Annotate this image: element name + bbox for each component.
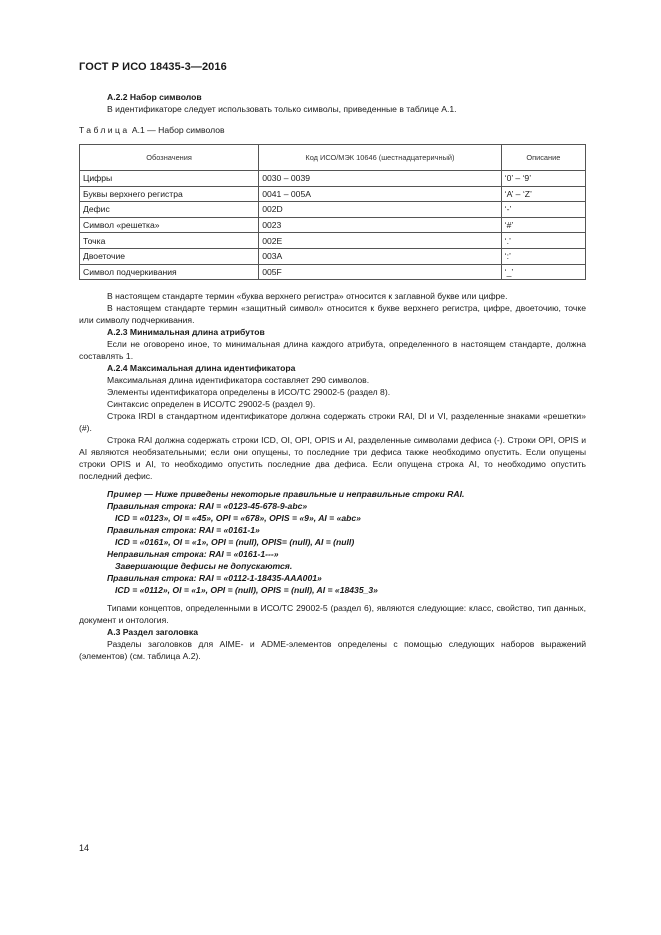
table-cell: Символ «решетка»	[80, 217, 259, 233]
table-caption-label: Таблица	[79, 125, 130, 135]
example-label: Пример	[107, 489, 142, 500]
table-row	[80, 186, 586, 202]
table-cell: ‘#’	[501, 217, 585, 233]
section-a24-title: А.2.4 Максимальная длина идентификатора	[107, 363, 296, 374]
table-header-cell: Код ИСО/МЭК 10646 (шестнадцатеричный)	[259, 145, 501, 171]
example-line: Завершающие дефисы не допускаются.	[115, 561, 293, 572]
example-block	[79, 488, 586, 596]
table-header-cell: Обозначения	[80, 145, 259, 171]
table-cell: ‘.’	[501, 233, 585, 249]
example-line: ICD = «0123», OI = «45», OPI = «678», OPIS = «9», AI = «abc»	[115, 513, 361, 524]
example-line: ICD = «0161», OI = «1», OPI = (null), OPIS= (null), AI = (null)	[115, 537, 355, 548]
paragraph: В настоящем стандарте термин «защитный символ» относится к букве верхнего регистра, цифре, двоеточию, точке или символу подчеркивания.	[79, 303, 586, 326]
paragraph: Строка IRDI в стандартном идентификаторе должна содержать строки RAI, DI и VI, разделенные знаками «решетки» (#).	[79, 411, 586, 434]
section-a23-text: Если не оговорено иное, то минимальная длина каждого атрибута, определенного в настоящем стандарте, должна составлять 1.	[79, 339, 586, 362]
section-a22-title: А.2.2 Набор символов	[107, 92, 202, 102]
table-cell: ‘A’ – ‘Z’	[501, 186, 585, 202]
example-line: Правильная строка: RAI = «0123-45-678-9-abc»	[107, 501, 308, 512]
paragraph: В настоящем стандарте термин «буква верхнего регистра» относится к заглавной букве или цифре.	[107, 291, 508, 302]
table-cell: Цифры	[80, 171, 259, 187]
table-row	[80, 171, 586, 187]
table-row	[80, 248, 586, 264]
table-cell: Точка	[80, 233, 259, 249]
table-cell: 0030 – 0039	[259, 171, 501, 187]
table-header-row	[80, 145, 586, 171]
document-header: ГОСТ Р ИСО 18435-3—2016	[79, 61, 227, 73]
example-line: Правильная строка: RAI = «0161-1»	[107, 525, 260, 536]
table-header-cell: Описание	[501, 145, 585, 171]
table-cell: 003A	[259, 248, 501, 264]
section-a3-title: А.3 Раздел заголовка	[107, 627, 199, 638]
table-cell: Буквы верхнего регистра	[80, 186, 259, 202]
section-a22-text: В идентификаторе следует использовать только символы, приведенные в таблице А.1.	[107, 104, 457, 114]
paragraph: Элементы идентификатора определены в ИСО/ТС 29002-5 (раздел 8).	[107, 387, 391, 398]
example-lead	[79, 488, 586, 500]
example-line: ICD = «0112», OI = «1», OPI = (null), OPIS = (null), AI = «18435_3»	[115, 585, 378, 596]
table-cell: 002E	[259, 233, 501, 249]
example-line: Правильная строка: RAI = «0112-1-18435-AAA001»	[107, 573, 322, 584]
table-cell: 0023	[259, 217, 501, 233]
table-cell: 005F	[259, 264, 501, 280]
table-cell: ‘0’ – ‘9’	[501, 171, 585, 187]
section-a3-text: Разделы заголовков для AIME- и ADME-элементов определены с помощью следующих наборов выражений (элементов) (см. таблица А.2).	[79, 639, 586, 662]
table-cell: ‘-’	[501, 202, 585, 218]
page-number: 14	[79, 843, 90, 853]
table-cell: Символ подчеркивания	[80, 264, 259, 280]
table-cell: ‘_’	[501, 264, 585, 280]
page-content	[79, 91, 586, 662]
table-caption-text: А.1 — Набор символов	[131, 125, 225, 135]
section-a23-title: А.2.3 Минимальная длина атрибутов	[107, 327, 265, 338]
table-cell: Дефис	[80, 202, 259, 218]
table-cell: ‘:’	[501, 248, 585, 264]
character-set-table	[79, 144, 586, 280]
example-line: Неправильная строка: RAI = «0161-1---»	[107, 549, 279, 560]
table-caption	[79, 124, 586, 136]
table-cell: 002D	[259, 202, 501, 218]
paragraph: Строка RAI должна содержать строки ICD, OI, OPI, OPIS и AI, разделенные символами дефиса (-). Строки OPI, OPIS и AI являются необязательными; если они опущены, то последние три дефиса также необходимо опустить. Если опущены строки OPIS и AI, то необходимо опустить последние два дефиса. Если опущена строка AI, то необходимо опустить последний дефис.	[79, 435, 586, 482]
table-cell: 0041 – 005A	[259, 186, 501, 202]
table-row	[80, 233, 586, 249]
table-row	[80, 202, 586, 218]
table-cell: Двоеточие	[80, 248, 259, 264]
paragraph: Максимальная длина идентификатора составляет 290 символов.	[107, 375, 370, 386]
example-lead-text: — Ниже приведены некоторые правильные и неправильные строки RAI.	[144, 489, 465, 500]
paragraph: Синтаксис определен в ИСО/ТС 29002-5 (раздел 9).	[107, 399, 316, 410]
table-row	[80, 217, 586, 233]
table-row	[80, 264, 586, 280]
paragraph: Типами концептов, определенными в ИСО/ТС 29002-5 (раздел 6), являются следующие: класс, свойство, тип данных, документ и онтология.	[79, 603, 586, 626]
